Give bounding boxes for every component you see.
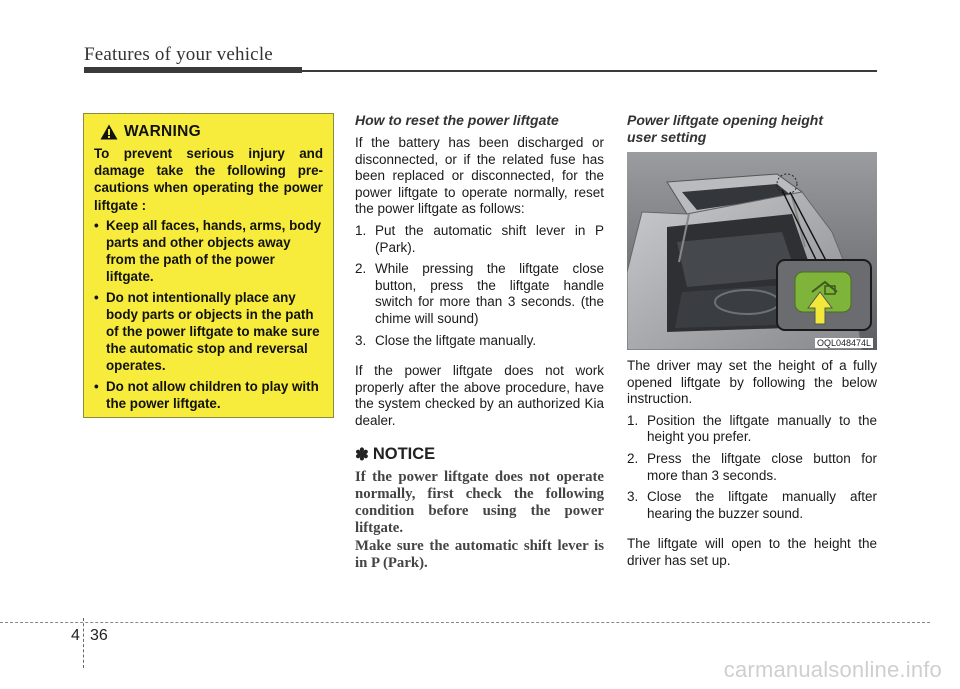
reset-heading: How to reset the power liftgate [355, 112, 559, 128]
footer-separator [83, 618, 84, 668]
reset-steps [355, 223, 604, 349]
watermark: carmanualsonline.info [723, 657, 942, 682]
reset-step: 3. Close the liftgate manually. [355, 332, 537, 348]
height-step: 3. Close the liftgate manually after hearing the buzzer sound. [627, 489, 877, 521]
notice-title: NOTICE [372, 445, 436, 463]
section-number: 4 [71, 627, 80, 644]
warning-list [94, 217, 323, 412]
height-step: 2. Press the liftgate close button for more than 3 seconds. [627, 450, 877, 483]
liftgate-photo-icon [627, 152, 877, 350]
notice-header [355, 445, 604, 465]
warning-item: • Do not allow children to play with the power liftgate. [94, 378, 319, 411]
liftgate-illustration [627, 152, 877, 350]
reset-intro: If the battery has been discharged or disconnected, or if the related fuse has been replaced or disconnected, for the power liftgate to operate normally, reset the power liftgate as follows: [355, 135, 604, 217]
reset-outro: If the power liftgate does not work properly after the above procedure, have the system checked by an authorized Kia dealer. [355, 363, 604, 428]
image-caption: OQL048474L [816, 338, 871, 348]
header-rule-thick [84, 67, 302, 73]
warning-title: WARNING [124, 123, 202, 140]
warning-item: • Do not intentionally place any body parts or objects in the path of the power liftgate to make sure the automatic stop and reversal operates. [94, 289, 320, 374]
warning-header [100, 123, 323, 141]
height-section [627, 112, 877, 570]
height-outro: The liftgate will open to the height the driver has set up. [627, 536, 877, 568]
header-title: Features of your vehicle [84, 44, 273, 65]
height-steps [627, 413, 877, 523]
warning-triangle-icon [100, 124, 118, 140]
footer-rule [0, 622, 930, 623]
height-heading-line1: Power liftgate opening height [627, 112, 823, 128]
height-heading-line2: user setting [627, 129, 707, 145]
reset-step: 2. While pressing the liftgate close button, press the liftgate handle switch for more than 3 seconds. (the chime will sound) [355, 261, 604, 326]
notice-body-2: Make sure the automatic shift lever is in P (Park). [355, 537, 604, 571]
reset-section [355, 112, 604, 572]
header-rule-thin [300, 70, 877, 72]
warning-item: • Keep all faces, hands, arms, body parts and other objects away from the path of the power liftgate. [94, 217, 322, 285]
notice-body-1: If the power liftgate does not operate normally, first check the following condition before using the power liftgate. [355, 468, 604, 537]
warning-box [83, 113, 334, 418]
page-number: 36 [90, 627, 108, 644]
warning-intro: To prevent serious injury and damage take the following pre-cautions when operating the power liftgate : [94, 146, 323, 213]
height-intro: The driver may set the height of a fully opened liftgate by following the below instruction. [627, 358, 877, 407]
reset-step: 1. Put the automatic shift lever in P (Park). [355, 222, 604, 255]
height-step: 1. Position the liftgate manually to the height you prefer. [627, 412, 877, 445]
notice-symbol-icon: ✽ [355, 445, 369, 464]
